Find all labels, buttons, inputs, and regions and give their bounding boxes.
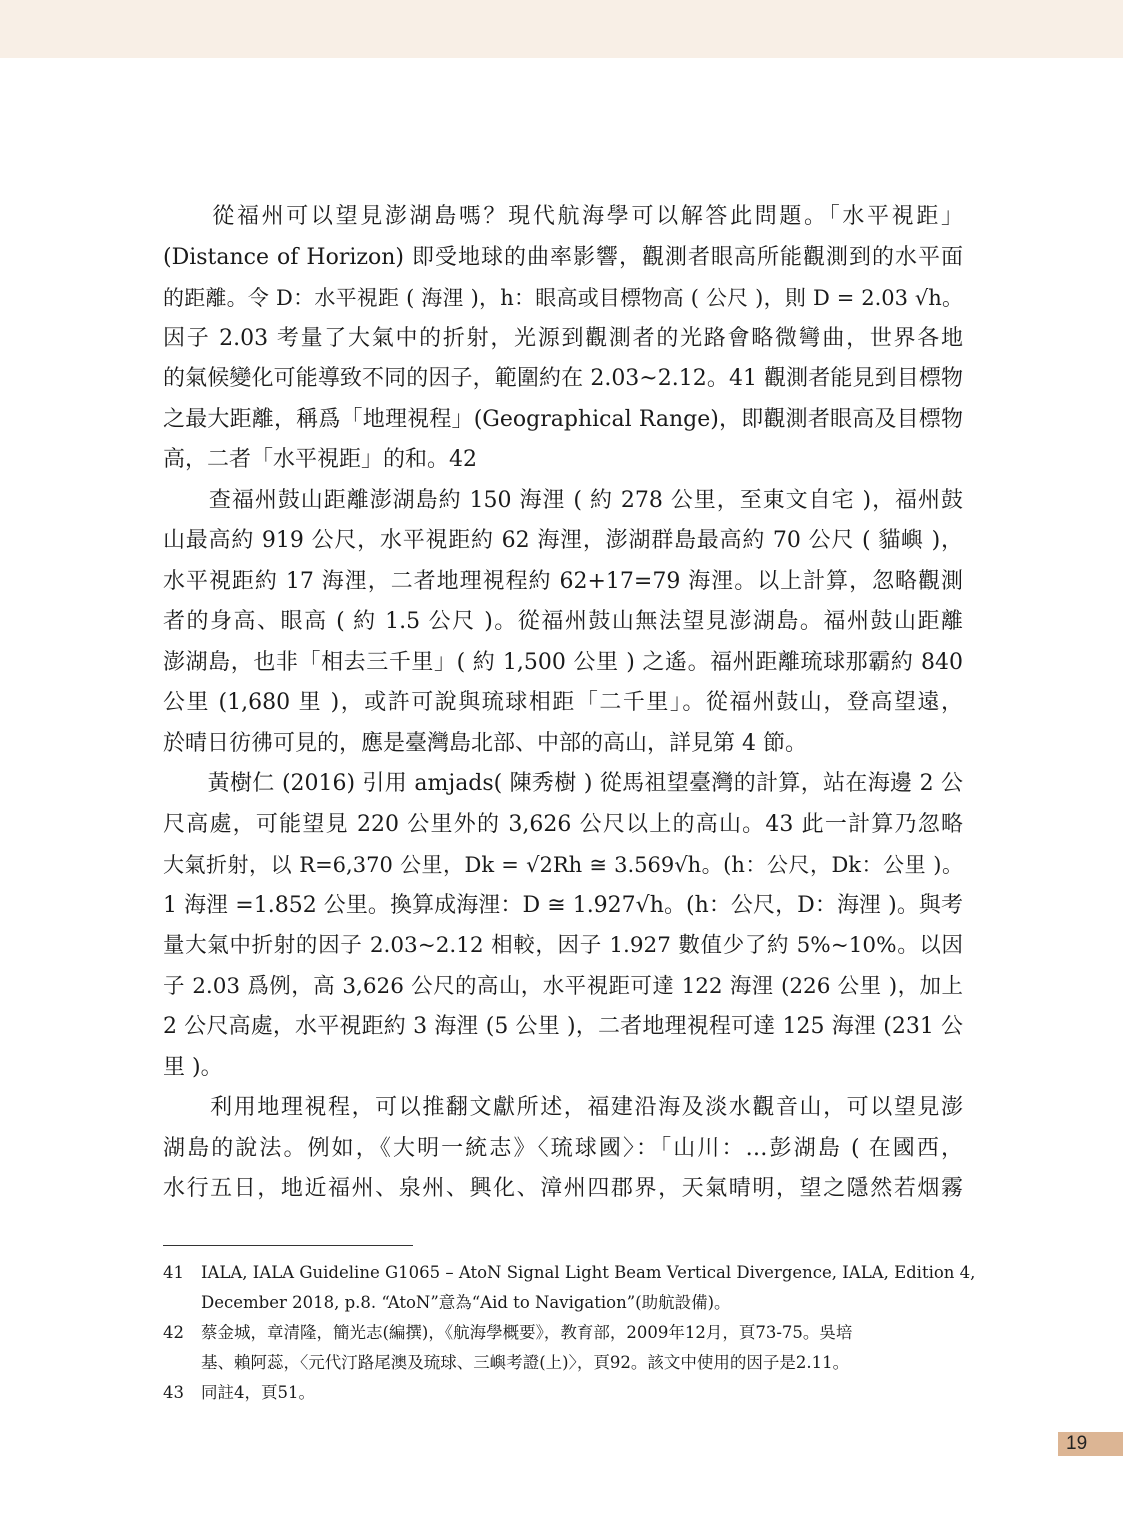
paragraph-line: 子 2.03 爲例，高 3,626 公尺的高山，水平視距可達 122 海浬 (226 公里 )，加上 (163, 973, 963, 999)
paragraph-line: (Distance of Horizon) 即受地球的曲率影響，觀測者眼高所能觀測到的水平面 (163, 244, 963, 270)
paragraph-line: 里 )。 (163, 1054, 223, 1080)
footnote-43 (163, 1378, 963, 1408)
body-text (163, 197, 963, 1210)
page-header-band (0, 0, 1123, 58)
paragraph-line: 從福州可以望見澎湖島嗎？現代航海學可以解答此問題。「水平視距」 (163, 204, 963, 229)
footnote-41 (163, 1258, 976, 1318)
paragraph-line: 之最大距離，稱爲「地理視程」(Geographical Range)，即觀測者眼高及目標物 (163, 406, 963, 432)
paragraph-line: 大氣折射，以 R=6,370 公里，Dk = √2Rh ≅ 3.569√h。(h：公尺，Dk：公里 )。 (163, 853, 963, 877)
paragraph-line: 高，二者「水平視距」的和。42 (163, 447, 477, 472)
paragraph-4 (163, 1088, 963, 1210)
paragraph-line: 澎湖島，也非「相去三千里」( 約 1,500 公里 ) 之遙。福州距離琉球那霸約 840 (163, 649, 963, 675)
footnote-line: IALA, IALA Guideline G1065 – AtoN Signal Light Beam Vertical Divergence, IALA, Edition 4, (201, 1263, 976, 1282)
footnote-divider (163, 1245, 413, 1246)
footnote-line: 蔡金城，章清隆，簡光志(編撰)，《航海學概要》，教育部，2009年12月，頁73-75。吳培 (201, 1323, 853, 1342)
paragraph-1 (163, 197, 963, 481)
paragraph-line: 水行五日，地近福州、泉州、興化、漳州四郡界，天氣晴明，望之隱然若烟霧 (163, 1176, 963, 1201)
page-number: 19 (1058, 1432, 1123, 1456)
paragraph-line: 因子 2.03 考量了大氣中的折射，光源到觀測者的光路會略微彎曲，世界各地 (163, 325, 963, 351)
paragraph-line: 的距離。令 D：水平視距 ( 海浬 )，h：眼高或目標物高 ( 公尺 )，則 D = 2.03 √h。 (163, 286, 963, 310)
paragraph-line: 查福州鼓山距離澎湖島約 150 海浬 ( 約 278 公里，至東文自宅 )，福州鼓 (163, 487, 963, 513)
paragraph-line: 利用地理視程，可以推翻文獻所述，福建沿海及淡水觀音山，可以望見澎 (163, 1095, 963, 1120)
paragraph-line: 山最高約 919 公尺，水平視距約 62 海浬，澎湖群島最高約 70 公尺 ( 貓嶼 )， (163, 528, 963, 553)
paragraph-line: 2 公尺高處，水平視距約 3 海浬 (5 公里 )，二者地理視程可達 125 海浬 (231 公 (163, 1014, 963, 1039)
footnote-line: December 2018, p.8. “AtoN”意為“Aid to Navigation”(助航設備)。 (201, 1293, 731, 1312)
footnotes (163, 1258, 976, 1408)
paragraph-line: 的氣候變化可能導致不同的因子，範圍約在 2.03~2.12。41 觀測者能見到目標物 (163, 366, 963, 391)
footnote-number: 41 (163, 1263, 184, 1282)
paragraph-2 (163, 481, 963, 765)
paragraph-line: 黃樹仁 (2016) 引用 amjads( 陳秀樹 ) 從馬祖望臺灣的計算，站在海邊 2 公 (163, 771, 963, 796)
paragraph-line: 公里 (1,680 里 )，或許可說與琉球相距「二千里」。從福州鼓山，登高望遠， (163, 690, 963, 715)
footnote-line: 同註4，頁51。 (201, 1383, 315, 1402)
paragraph-line: 於晴日彷彿可見的，應是臺灣島北部、中部的高山，詳見第 4 節。 (163, 730, 807, 756)
paragraph-line: 湖島的說法。例如，《大明一統志》〈琉球國〉：「山川：…彭湖島 ( 在國西， (163, 1135, 963, 1161)
paragraph-line: 者的身高、眼高 ( 約 1.5 公尺 )。從福州鼓山無法望見澎湖島。福州鼓山距離 (163, 609, 963, 634)
footnote-42 (163, 1318, 963, 1378)
paragraph-line: 水平視距約 17 海浬，二者地理視程約 62+17=79 海浬。以上計算，忽略觀測 (163, 568, 963, 594)
footnote-number: 43 (163, 1383, 184, 1402)
footnote-number: 42 (163, 1323, 184, 1342)
paragraph-line: 尺高處，可能望見 220 公里外的 3,626 公尺以上的高山。43 此一計算乃忽略 (163, 811, 963, 837)
paragraph-line: 1 海浬 =1.852 公里。換算成海浬：D ≅ 1.927√h。(h：公尺，D：海浬 )。與考 (163, 892, 963, 918)
paragraph-line: 量大氣中折射的因子 2.03~2.12 相較，因子 1.927 數值少了約 5%~10%。以因 (163, 933, 963, 958)
footnote-line: 基、賴阿蕊，〈元代汀路尾澳及琉球、三嶼考證(上)〉，頁92。該文中使用的因子是2.11。 (201, 1353, 850, 1372)
paragraph-3 (163, 764, 963, 1088)
